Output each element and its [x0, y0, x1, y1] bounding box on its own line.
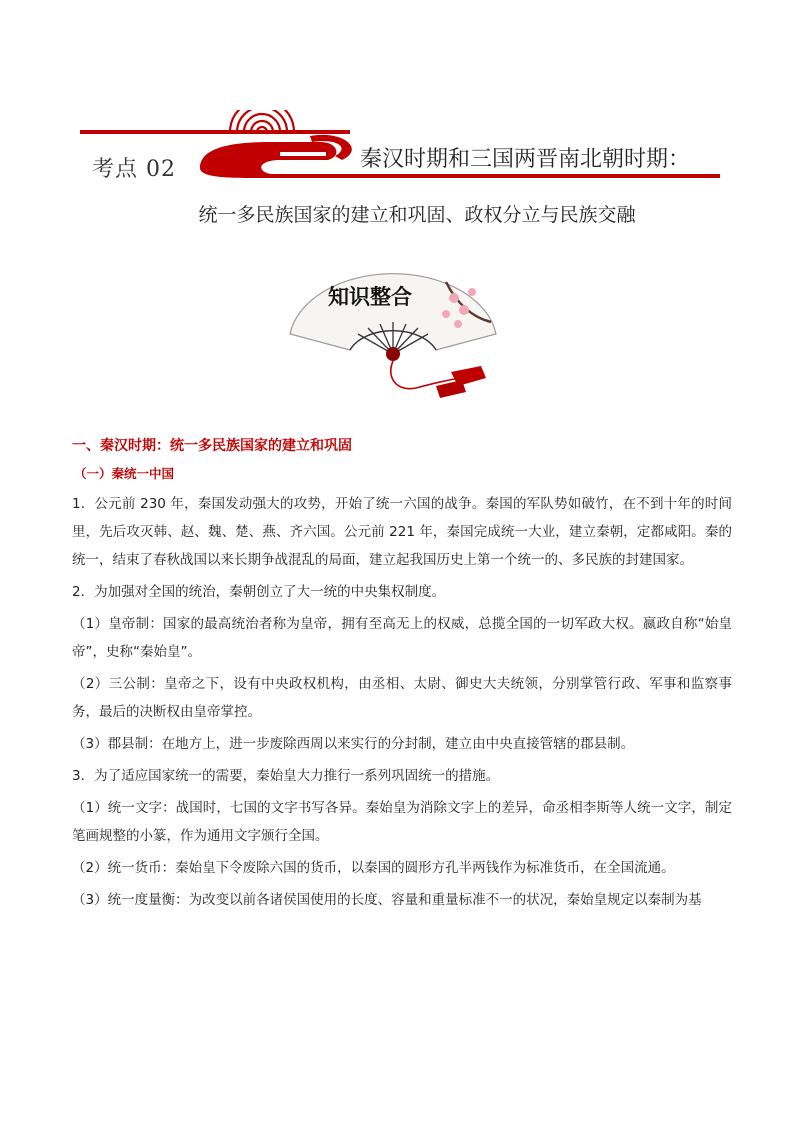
fan-graphic	[286, 262, 500, 412]
fan-illustration	[286, 262, 500, 412]
section-subheading: （一）秦统一中国	[74, 466, 175, 481]
fan-calligraphy-text: 知识整合	[328, 284, 412, 309]
page-subtitle: 统一多民族国家的建立和巩固、政权分立与民族交融	[198, 204, 636, 226]
paragraph: 2．为加强对全国的统治，秦朝创立了大一统的中央集权制度。	[72, 584, 446, 600]
paragraph: （3）统一度量衡：为改变以前各诸侯国使用的长度、容量和重量标准不一的状况，秦始皇规定以秦制为基	[72, 892, 702, 908]
paragraph: （3）郡县制：在地方上，进一步废除西周以来实行的分封制，建立由中央直接管辖的郡县制。	[72, 736, 635, 752]
paragraph: 3．为了适应国家统一的需要，秦始皇大力推行一系列巩固统一的措施。	[72, 768, 500, 784]
page-title: 秦汉时期和三国两晋南北朝时期：	[360, 147, 691, 172]
paragraph: （2）统一货币：秦始皇下令废除六国的货币，以秦国的圆形方孔半两钱作为标准货币，在全国流通。	[72, 860, 675, 876]
section-heading: 一、秦汉时期：统一多民族国家的建立和巩固	[72, 438, 352, 454]
paragraph: （2）三公制：皇帝之下，设有中央政权机构，由丞相、太尉、御史大夫统领，分别掌管行政、军事和监察事务，最后的决断权由皇帝掌控。	[72, 676, 732, 720]
main-content	[72, 432, 732, 914]
kaodian-label: 考点 02	[92, 157, 176, 182]
paragraph: 1．公元前 230 年，秦国发动强大的攻势，开始了统一六国的战争。秦国的军队势如破竹，在不到十年的时间里，先后攻灭韩、赵、魏、楚、燕、齐六国。公元前 221 年，秦国完成统一大业，建立秦朝，定都咸阳。秦的统一，结束了春秋战国以来长期争战混乱的局面，建立起我国历史上第一个统一的、多民族的封建国家。	[72, 496, 732, 568]
paragraph: （1）皇帝制：国家的最高统治者称为皇帝，拥有至高无上的权威，总揽全国的一切军政大权。嬴政自称“始皇帝”，史称“秦始皇”。	[72, 616, 732, 660]
paragraph: （1）统一文字：战国时，七国的文字书写各异。秦始皇为消除文字上的差异，命丞相李斯等人统一文字，制定笔画规整的小篆，作为通用文字颁行全国。	[72, 800, 732, 844]
